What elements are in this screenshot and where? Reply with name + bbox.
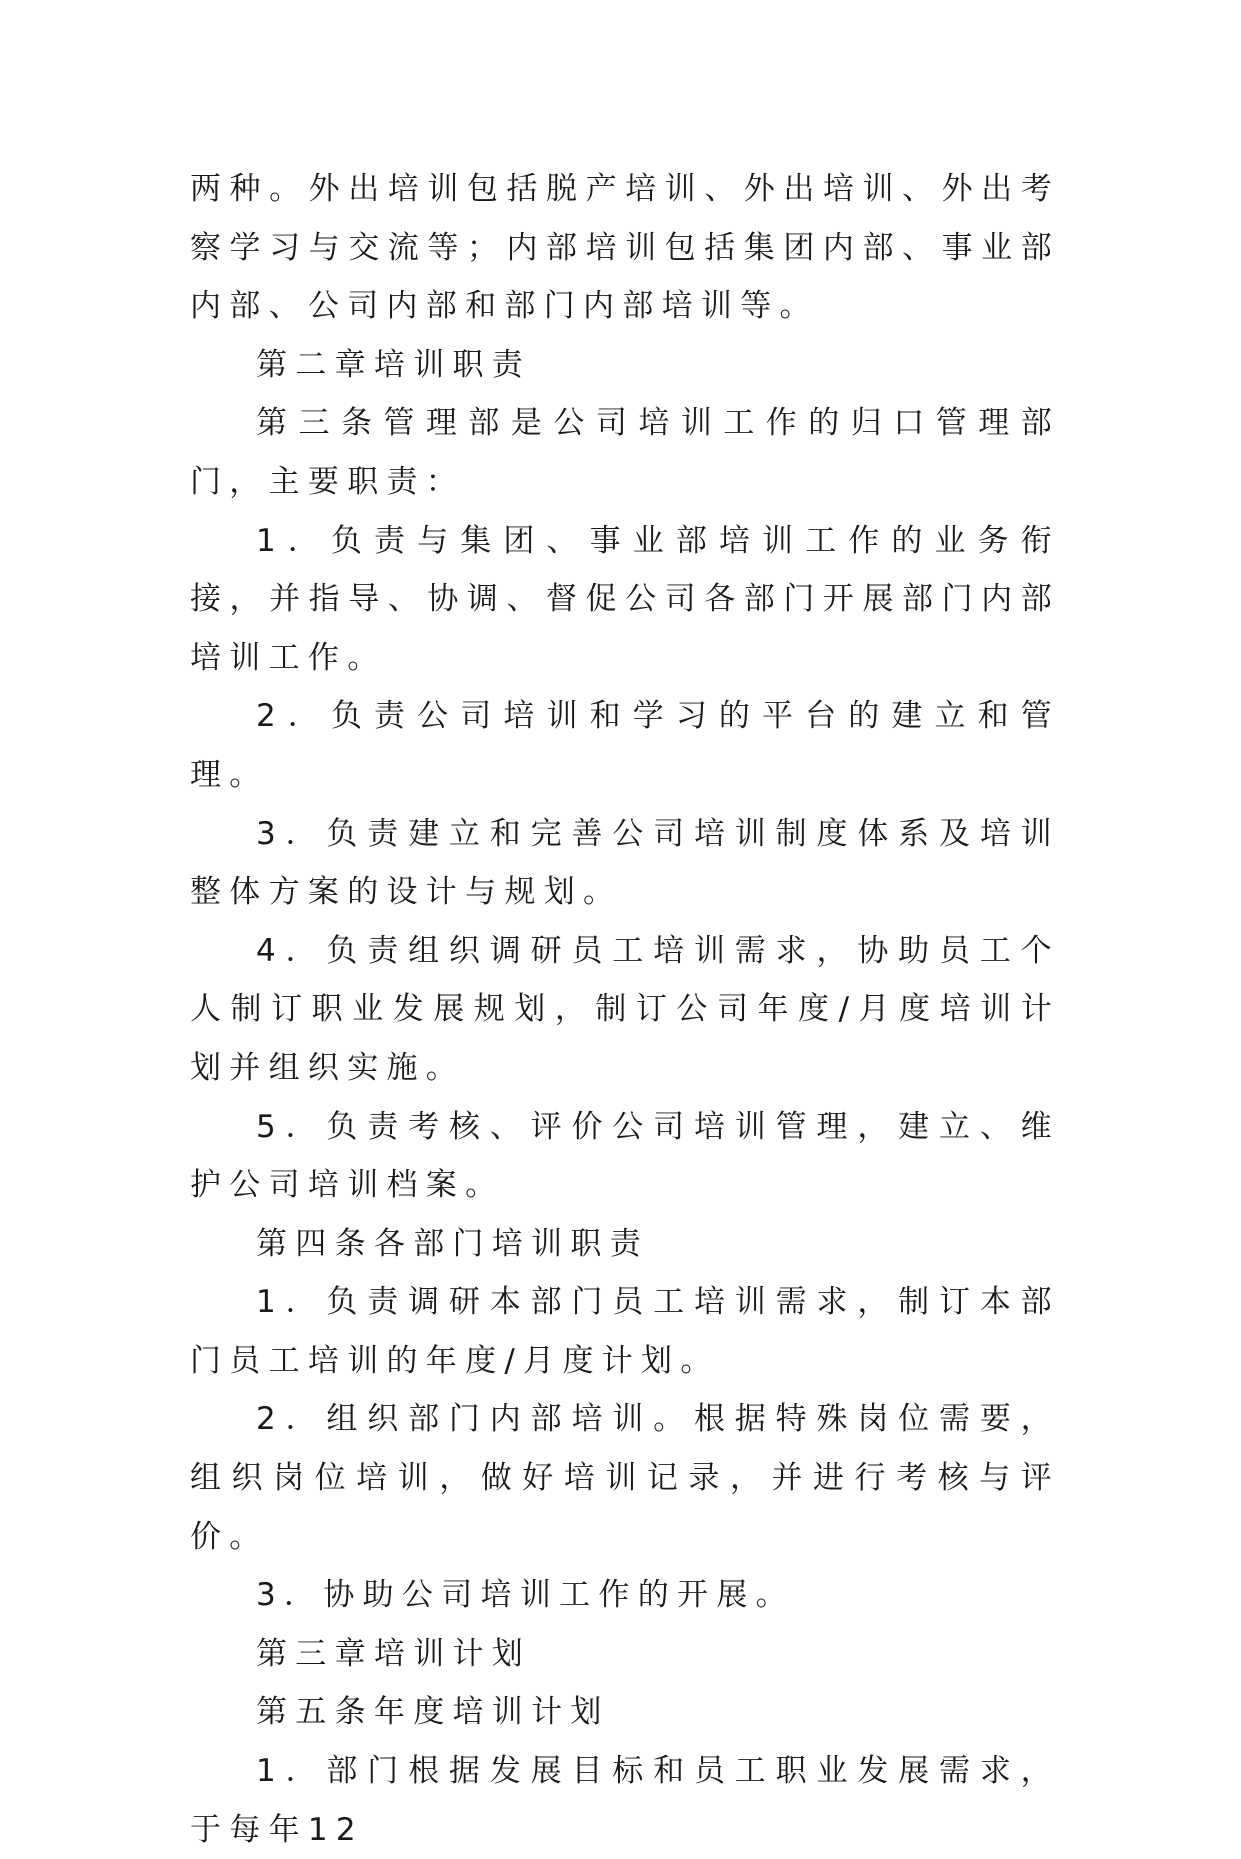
list-item: 2．组织部门内部培训。根据特殊岗位需要，组织岗位培训，做好培训记录，并进行考核与评价。 <box>190 1401 1060 1555</box>
paragraph-continuation: 两种。外出培训包括脱产培训、外出培训、外出考察学习与交流等；内部培训包括集团内部、事业部内部、公司内部和部门内部培训等。 <box>190 171 1060 325</box>
article-heading: 第四条各部门培训职责 <box>256 1225 649 1262</box>
list-item: 1．负责调研本部门员工培训需求，制订本部门员工培训的年度/月度计划。 <box>190 1284 1060 1379</box>
list-item: 1．负责与集团、事业部培训工作的业务衔接，并指导、协调、督促公司各部门开展部门内部培训工作。 <box>190 522 1060 676</box>
chapter-heading: 第二章培训职责 <box>256 346 532 383</box>
article-heading: 第五条年度培训计划 <box>256 1694 610 1731</box>
list-item: 3．负责建立和完善公司培训制度体系及培训整体方案的设计与规划。 <box>190 815 1060 911</box>
list-item: 2．负责公司培训和学习的平台的建立和管理。 <box>190 698 1060 793</box>
article-heading: 第三条管理部是公司培训工作的归口管理部门，主要职责： <box>190 405 1060 500</box>
list-item: 4．负责组织调研员工培训需求，协助员工个人制订职业发展规划，制订公司年度/月度培训计划并组织实施。 <box>190 932 1060 1086</box>
list-item: 3．协助公司培训工作的开展。 <box>256 1577 795 1614</box>
chapter-heading: 第三章培训计划 <box>256 1635 532 1672</box>
list-item: 1．部门根据发展目标和员工职业发展需求，于每年12 <box>190 1753 1060 1848</box>
list-item: 5．负责考核、评价公司培训管理，建立、维护公司培训档案。 <box>190 1108 1060 1204</box>
document-body <box>190 160 1060 1859</box>
